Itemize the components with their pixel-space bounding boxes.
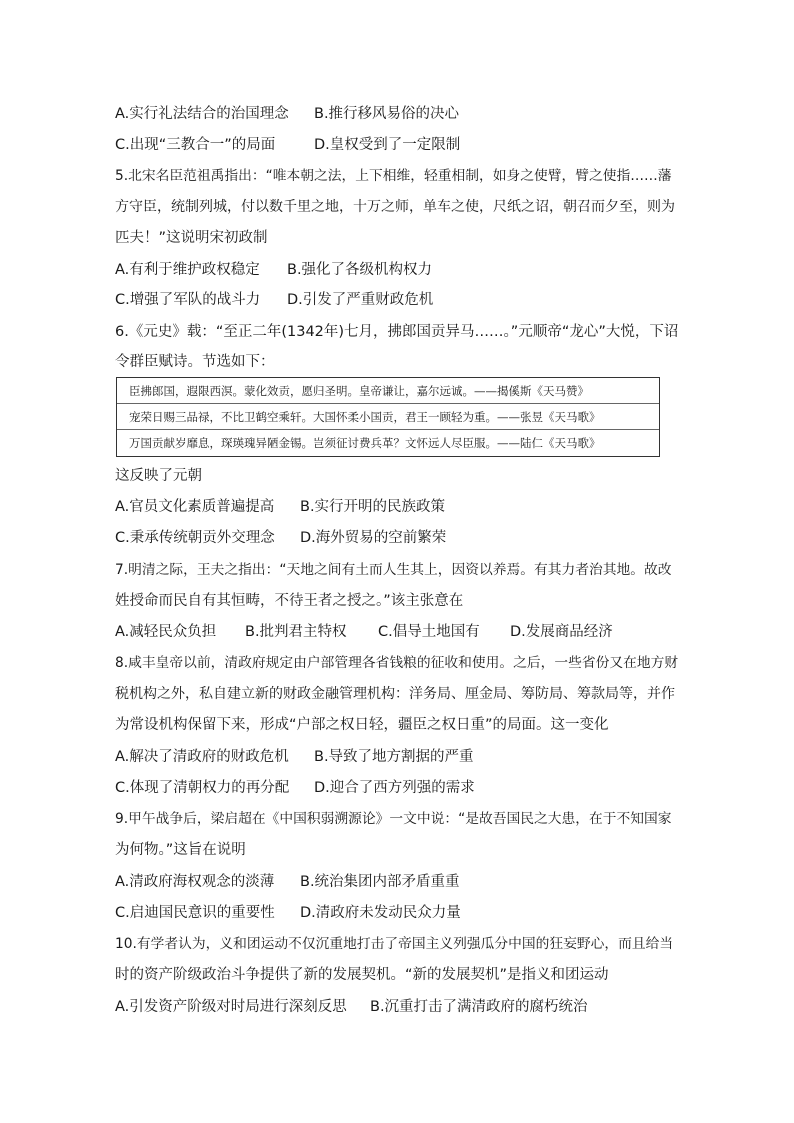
q4-option-b: B.推行移风易俗的决心 bbox=[314, 106, 460, 122]
q6-option-a: A.官员文化素质普遍提高 bbox=[115, 499, 275, 515]
q6-stem-line1: 6.《元史》载：“至正二年(1342年)七月，拂郎国贡异马……。”元顺帝“龙心”大悦，下诏 bbox=[115, 324, 679, 340]
q9-stem-line2: 为何物。”这旨在说明 bbox=[115, 842, 246, 858]
q8-option-d: D.迎合了西方列强的需求 bbox=[314, 780, 475, 796]
q4-option-c: C.出现“三教合一”的局面 bbox=[115, 137, 276, 153]
q5-option-d: D.引发了严重财政危机 bbox=[287, 292, 434, 308]
q6-option-c: C.秉承传统朝贡外交理念 bbox=[115, 530, 275, 546]
poem-excerpt-table bbox=[116, 377, 660, 457]
q7-stem-line1: 7.明清之际，王夫之指出：“天地之间有土而人生其上，因资以养焉。有其力者治其地。故改 bbox=[115, 562, 672, 578]
q5-stem-line3: 匹夫！”这说明宋初政制 bbox=[115, 230, 268, 246]
q7-option-c: C.倡导土地国有 bbox=[378, 624, 480, 640]
q8-option-b: B.导致了地方割据的严重 bbox=[314, 749, 474, 765]
q5-option-a: A.有利于维护政权稳定 bbox=[115, 262, 260, 278]
poem-excerpt-row-1: 臣拂郎国，遐限西溟。蒙化效贡，愿归圣明。皇帝谦让，嘉尔远诚。——揭傒斯《天马赞》 bbox=[117, 378, 659, 404]
poem-excerpt-row-2: 宠荣日赐三品禄，不比卫鹤空乘轩。大国怀柔小国贡，君王一顾轻为重。——张昱《天马歌》 bbox=[117, 404, 659, 430]
q6-stem-line3: 这反映了元朝 bbox=[115, 468, 202, 484]
q9-option-c: C.启迪国民意识的重要性 bbox=[115, 905, 275, 921]
q9-stem-line1: 9.甲午战争后，梁启超在《中国积弱溯源论》一文中说：“是故吾国民之大患，在于不知国家 bbox=[115, 811, 672, 827]
q5-stem-line2: 方守臣，统制列城，付以数千里之地，十万之师，单车之使，尺纸之诏，朝召而夕至，则为 bbox=[115, 199, 675, 215]
q8-option-c: C.体现了清朝权力的再分配 bbox=[115, 780, 290, 796]
q8-stem-line3: 为常设机构保留下来，形成“户部之权日轻，疆臣之权日重”的局面。这一变化 bbox=[115, 717, 609, 733]
q6-option-b: B.实行开明的民族政策 bbox=[300, 499, 446, 515]
q9-option-a: A.清政府海权观念的淡薄 bbox=[115, 874, 275, 890]
poem-excerpt-row-3: 万国贡献岁靡息，琛瑛瑰异陋金锡。岂须征讨费兵革？文怀远人尽臣服。——陆仁《天马歌》 bbox=[129, 436, 601, 450]
q9-option-d: D.清政府未发动民众力量 bbox=[300, 905, 461, 921]
q10-stem-line1: 10.有学者认为，义和团运动不仅沉重地打击了帝国主义列强瓜分中国的狂妄野心，而且给当 bbox=[115, 936, 674, 952]
q10-option-a: A.引发资产阶级对时局进行深刻反思 bbox=[115, 999, 347, 1015]
q4-option-a: A.实行礼法结合的治国理念 bbox=[115, 106, 289, 122]
q5-stem-line1: 5.北宋名臣范祖禹指出：“唯本朝之法，上下相维，轻重相制，如身之使臂，臂之使指……藩 bbox=[115, 168, 672, 184]
q4-option-d: D.皇权受到了一定限制 bbox=[314, 137, 461, 153]
q6-option-d: D.海外贸易的空前繁荣 bbox=[300, 530, 447, 546]
q7-stem-line2: 姓授命而民自有其恒畴，不待王者之授之。”该主张意在 bbox=[115, 593, 464, 609]
q5-option-b: B.强化了各级机构权力 bbox=[287, 262, 433, 278]
q7-option-b: B.批判君主特权 bbox=[245, 624, 347, 640]
q5-option-c: C.增强了军队的战斗力 bbox=[115, 292, 261, 308]
q10-option-b: B.沉重打击了满清政府的腐朽统治 bbox=[370, 999, 588, 1015]
q9-option-b: B.统治集团内部矛盾重重 bbox=[300, 874, 460, 890]
q6-stem-line2: 令群臣赋诗。节选如下： bbox=[115, 354, 275, 370]
q10-stem-line2: 时的资产阶级政治斗争提供了新的发展契机。“新的发展契机”是指义和团运动 bbox=[115, 967, 609, 983]
q8-stem-line2: 税机构之外，私自建立新的财政金融管理机构：洋务局、厘金局、筹防局、筹款局等，并作 bbox=[115, 686, 675, 702]
q8-stem-line1: 8.咸丰皇帝以前，清政府规定由户部管理各省钱粮的征收和使用。之后，一些省份又在地方财 bbox=[115, 655, 679, 671]
q7-option-d: D.发展商品经济 bbox=[510, 624, 613, 640]
q8-option-a: A.解决了清政府的财政危机 bbox=[115, 749, 289, 765]
q7-option-a: A.减轻民众负担 bbox=[115, 624, 217, 640]
